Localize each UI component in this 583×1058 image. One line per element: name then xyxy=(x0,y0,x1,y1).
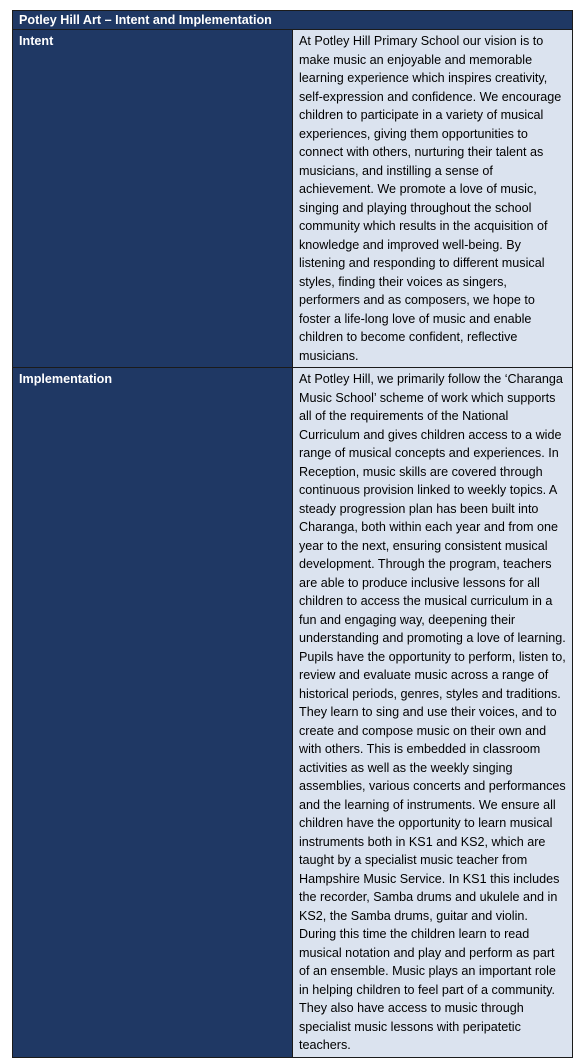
implementation-text: At Potley Hill, we primarily follow the ‘Charanga Music School’ scheme of work which supports all of the requirements of the National Curriculum and gives children access to a wide range of musical concepts and experiences. In Reception, music skills are covered through continuous provision linked to weekly topics. A steady progression plan has been built into Charanga, both within each year and from one year to the next, ensuring consistent musical development. Through the program, teachers are able to produce inclusive lessons for all children to access the musical curriculum in a fun and engaging way, deepening their understanding and promoting a love of learning. Pupils have the opportunity to perform, listen to, review and evaluate music across a range of historical periods, genres, styles and traditions. They learn to sing and use their voices, and to create and compose music on their own and with others. This is embedded in classroom activities as well as the weekly singing assemblies, various concerts and performances and the learning of instruments. We ensure all children have the opportunity to learn musical instruments both in KS1 and KS2, which are taught by a specialist music teacher from Hampshire Music Service. In KS1 this includes the recorder, Samba drums and ukulele and in KS2, the Samba drums, guitar and violin. During this time the children learn to read musical notation and play and perform as part of an ensemble. Music plays an important role in helping children to feel part of a community. They also have access to music through specialist music lessons with peripatetic teachers. xyxy=(293,368,573,1058)
implementation-label: Implementation xyxy=(13,368,293,1058)
intent-implementation-table xyxy=(12,10,573,1058)
intent-row xyxy=(13,30,573,368)
document-title: Potley Hill Art – Intent and Implementation xyxy=(13,11,573,30)
intent-text: At Potley Hill Primary School our vision is to make music an enjoyable and memorable learning experience which inspires creativity, self-expression and confidence. We encourage children to participate in a variety of musical experiences, giving them opportunities to connect with others, nurturing their talent as musicians, and instilling a sense of achievement. We promote a love of music, singing and playing throughout the school community which results in the acquisition of knowledge and improved well-being. By listening and responding to different musical styles, finding their voices as singers, performers and as composers, we hope to foster a life-long love of music and enable children to become confident, reflective musicians. xyxy=(293,30,573,368)
intent-label: Intent xyxy=(13,30,293,368)
implementation-row xyxy=(13,368,573,1058)
title-row xyxy=(13,11,573,30)
